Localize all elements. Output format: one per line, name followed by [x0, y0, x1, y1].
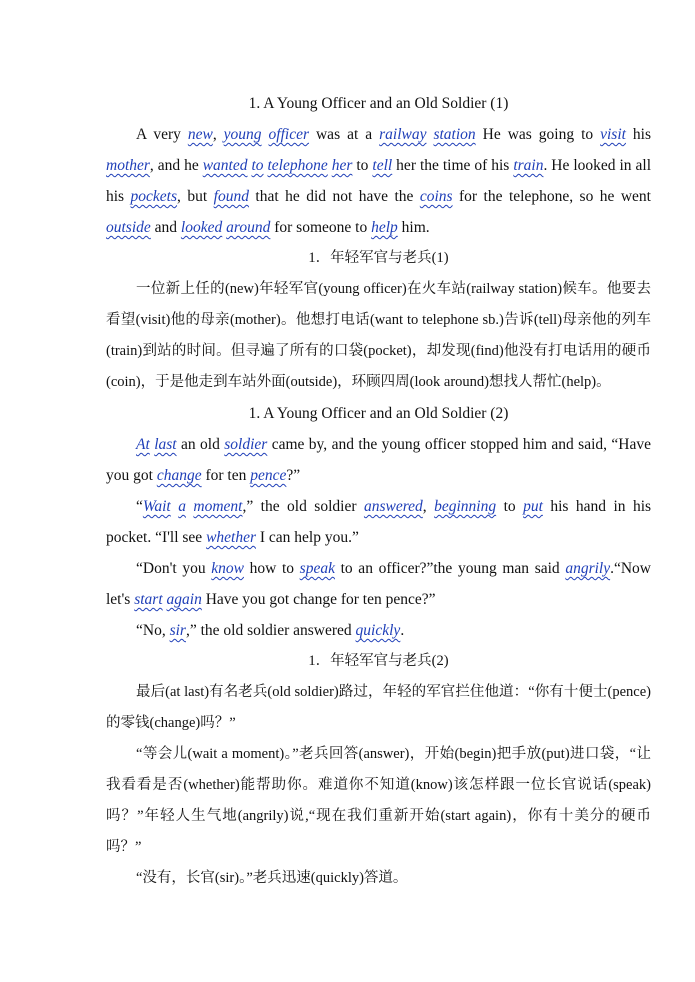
text-run: 一位新上任的(new)年轻军官(young officer)在火车站(railway station)候车。他要去看望(visit)他的母亲(mother)。他想打电话(want to telephone sb.)告诉(tell)母亲他的列车(train)到站的时间。但寻遍了所有的口袋(pocket)，却发现(find)他没有打电话用的硬币(coin)，于是他走到车站外面(outside)，环顾四周(look around)想找人帮忙(help)。 [106, 281, 651, 390]
text-run: , [212, 126, 224, 143]
keyword: At [136, 436, 150, 453]
text-run: his [625, 126, 652, 143]
keyword: outside [106, 219, 151, 236]
keyword: looked [180, 219, 223, 236]
paragraph [106, 677, 651, 739]
keyword: Wait [142, 498, 171, 515]
text-run: , [422, 498, 435, 515]
keyword: answered [363, 498, 423, 515]
text-run: him. [397, 219, 430, 236]
text-run: I can help you.” [256, 529, 359, 546]
text-run: for ten [201, 467, 251, 484]
text-run: her the time of his [392, 157, 514, 174]
keyword: help [371, 219, 398, 236]
paragraph [106, 274, 651, 398]
keyword: change [156, 467, 202, 484]
keyword: whether [206, 529, 256, 546]
keyword: pockets [130, 188, 178, 205]
keyword: coins [419, 188, 453, 205]
text-run: was at a [309, 126, 380, 143]
text-run: how to [243, 560, 300, 577]
text-run: ,” the old soldier answered [185, 622, 356, 639]
text-run: to [352, 157, 373, 174]
paragraph [106, 615, 651, 646]
paragraph [106, 119, 651, 243]
text-run: “ [136, 498, 143, 515]
text-run: his hand in his pocket. “I'll see [106, 498, 652, 546]
keyword: to [251, 157, 264, 174]
keyword: beginning [434, 498, 497, 515]
section-heading: 1．年轻军官与老兵(1) [308, 250, 449, 266]
paragraph [106, 553, 651, 615]
keyword: sir [169, 622, 186, 639]
keyword: telephone [267, 157, 328, 174]
text-run: ,” the old soldier [242, 498, 364, 515]
text-run: , and he [149, 157, 203, 174]
keyword: train [513, 157, 544, 174]
paragraph [106, 739, 651, 863]
text-run: A very [136, 126, 188, 143]
text-run: “没有，长官(sir)。”老兵迅速(quickly)答道。 [136, 870, 408, 886]
section-heading: 1. A Young Officer and an Old Soldier (1) [248, 95, 509, 112]
keyword: wanted [202, 157, 248, 174]
keyword: her [331, 157, 353, 174]
keyword: found [213, 188, 249, 205]
text-run: “等会儿(wait a moment)。”老兵回答(answer)，开始(begin)把手放(put)进口袋，“让我看看是否(whether)能帮助你。难道你不知道(know)该怎样跟一位长官说话(speak)吗？”年轻人生气地(angrily)说,“现在我们重新开始(start again)，你有十美分的硬币吗？” [106, 746, 651, 855]
keyword: young [223, 126, 262, 143]
text-run: that he did not have the [248, 188, 420, 205]
text-run: He was going to [475, 126, 601, 143]
text-run: for the telephone, so he went [452, 188, 651, 205]
section-heading: 1. A Young Officer and an Old Soldier (2) [248, 405, 509, 422]
keyword: again [166, 591, 202, 608]
text-run: . He looked in all his [106, 157, 652, 205]
keyword: a [178, 498, 186, 515]
text-run: , but [177, 188, 214, 205]
keyword: officer [268, 126, 310, 143]
keyword: pence [250, 467, 287, 484]
text-run: for someone to [270, 219, 372, 236]
keyword: last [154, 436, 177, 453]
keyword: soldier [224, 436, 268, 453]
keyword: visit [600, 126, 626, 143]
keyword: put [523, 498, 543, 515]
keyword: moment [193, 498, 243, 515]
text-run: “No, [136, 622, 170, 639]
keyword: angrily [565, 560, 611, 577]
text-run: to an officer?”the young man said [334, 560, 566, 577]
text-run: 最后(at last)有名老兵(old soldier)路过，年轻的军官拦住他道：“你有十便士(pence)的零钱(change)吗？” [106, 684, 651, 731]
keyword: start [134, 591, 163, 608]
keyword: tell [372, 157, 393, 174]
text-run: ?” [286, 467, 301, 484]
text-run: .“Now let's [106, 560, 651, 608]
keyword: speak [299, 560, 335, 577]
text-run: “Don't you [136, 560, 212, 577]
keyword: mother [106, 157, 150, 174]
section-heading: 1．年轻军官与老兵(2) [308, 653, 449, 669]
text-run: to [496, 498, 524, 515]
text-run: Have you got change for ten pence?” [201, 591, 436, 608]
paragraph [106, 863, 651, 894]
text-run: and [150, 219, 181, 236]
paragraph [106, 429, 651, 491]
text-run: an old [176, 436, 225, 453]
paragraph [106, 491, 651, 553]
keyword: quickly [355, 622, 401, 639]
text-run [262, 126, 269, 143]
keyword: station [433, 126, 476, 143]
keyword: railway [379, 126, 427, 143]
keyword: around [226, 219, 271, 236]
keyword: know [211, 560, 244, 577]
text-run: came by, and the young officer stopped him and said, “Have you got [106, 436, 651, 484]
text-run: . [400, 622, 405, 639]
keyword: new [187, 126, 213, 143]
